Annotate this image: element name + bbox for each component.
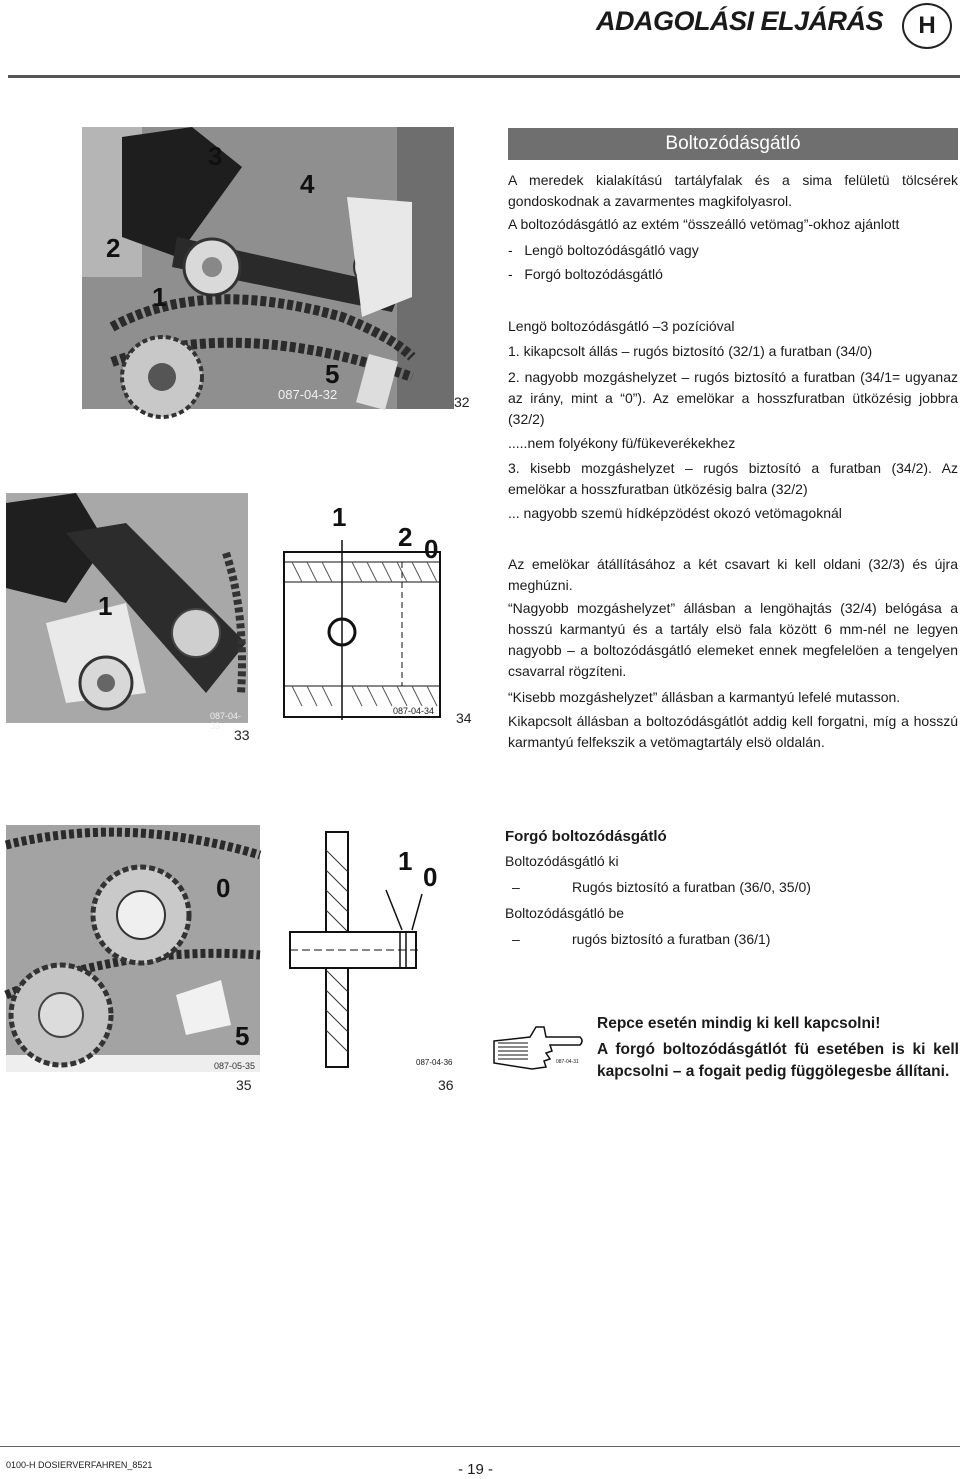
notice-tag: 087-04-31 — [556, 1059, 579, 1065]
callout-34-2: 2 — [398, 522, 413, 552]
enabled-label: Boltozódásgátló be — [505, 905, 625, 921]
callout-32-4: 4 — [300, 169, 315, 199]
position-item-3: 3. kisebb mozgáshelyzet – rugós biztosító a furatban (34/2). Az emelökar a hosszfuratban ütközésig balra (32/2) — [508, 460, 958, 497]
option-forgo: - Forgó boltozódásgátló — [508, 266, 663, 282]
callout-32-1: 1 — [152, 282, 167, 312]
figure-36-drawing — [290, 830, 490, 1070]
figure-36-tag: 087-04-36 — [416, 1058, 453, 1067]
figure-36-number: 36 — [438, 1077, 454, 1093]
intro-paragraph-1: A meredek kialakítású tartályfalak és a sima felületü tölcsérek gondoskodnak a zavarmentes magkifolyasrol. — [508, 172, 958, 209]
callout-35-0: 0 — [216, 873, 231, 903]
figure-36-diagram — [290, 830, 490, 1070]
language-badge: H — [902, 3, 952, 49]
callout-32-2: 2 — [106, 233, 121, 263]
callout-32-3: 3 — [208, 141, 223, 171]
figure-33-photo — [6, 493, 248, 731]
footer-rule — [0, 1446, 960, 1447]
callout-35-5: 5 — [235, 1021, 250, 1051]
enabled-dash: – — [512, 931, 520, 947]
callout-36-1: 1 — [398, 846, 413, 876]
paragraph-larger-position: “Nagyobb mozgáshelyzet” állásban a lengöhajtás (32/4) belógása a hosszú karmantyú és a tartály elsö fala között 6 mm-nél ne legyen nagyobb – a boltozódásgátló elemeket ennek megfelelöen a tengelyen csavarral rögzíteni. — [508, 600, 958, 679]
footer-document-id: 0100-H DOSIERVERFAHREN_8521 — [6, 1460, 153, 1470]
figure-34-tag: 087-04-34 — [393, 706, 435, 716]
notice-line-1: Repce esetén mindig ki kell kapcsolni! — [597, 1015, 881, 1032]
position-item-2-note: .....nem folyékony fü/fükeverékekhez — [508, 435, 736, 451]
callout-33-1: 1 — [98, 591, 113, 621]
position-item-2: 2. nagyobb mozgáshelyzet – rugós biztosító a furatban (34/1= ugyanaz az irány, mint a “0”). Az emelökar a hosszfuratban ütközésig jobbra (32/2) — [508, 369, 958, 427]
position-item-1: 1. kikapcsolt állás – rugós biztosító (32/1) a furatban (34/0) — [508, 343, 873, 359]
section-heading-forgo: Forgó boltozódásgátló — [505, 828, 667, 845]
disabled-dash: – — [512, 879, 520, 895]
disabled-label: Boltozódásgátló ki — [505, 853, 619, 869]
paragraph-smaller-position: “Kisebb mozgáshelyzet” állásban a karmantyú lefelé mutasson. — [508, 689, 901, 705]
figure-35-photo — [6, 825, 260, 1072]
figure-32-tag: 087-04-32 — [278, 387, 338, 402]
page-title: ADAGOLÁSI ELJÁRÁS — [596, 6, 884, 36]
figure-35-illustration — [6, 825, 260, 1072]
figure-34-number: 34 — [456, 710, 472, 726]
position-item-3-note: ... nagyobb szemü hídképzödést okozó vetömagoknál — [508, 505, 842, 521]
enabled-item: rugós biztosító a furatban (36/1) — [572, 931, 771, 947]
figure-32-number: 32 — [454, 394, 470, 410]
positions-title: Lengö boltozódásgátló –3 pozícióval — [508, 318, 735, 334]
figure-34-diagram — [262, 500, 452, 722]
callout-34-1: 1 — [332, 502, 347, 532]
section-heading-boltozodasgatlo: Boltozódásgátló — [508, 128, 958, 160]
figure-35-number: 35 — [236, 1077, 252, 1093]
callout-36-0: 0 — [423, 862, 438, 892]
figure-33-number: 33 — [234, 727, 250, 743]
callout-34-0: 0 — [424, 534, 439, 564]
callout-32-5: 5 — [325, 359, 340, 389]
figure-35-tag: 087-05-35 — [214, 1061, 256, 1071]
paragraph-off-position: Kikapcsolt állásban a boltozódásgátlót addig kell forgatni, míg a hosszú karmantyú felfekszik a vetömagtartály elsö oldalán. — [508, 713, 958, 750]
notice-line-2: A forgó boltozódásgátlót fü esetében is ki kell kapcsolni – a fogait pedig függölegesbe állítani. — [597, 1041, 959, 1080]
disabled-item: Rugós biztosító a furatban (36/0, 35/0) — [572, 879, 811, 895]
paragraph-lever-adjust: Az emelökar átállításához a két csavart ki kell oldani (32/3) és újra meghúzni. — [508, 556, 958, 593]
intro-paragraph-2: A boltozódásgátló az extém “összeálló vetömag”-okhoz ajánlott — [508, 216, 900, 232]
figure-33-illustration — [6, 493, 248, 723]
pointing-hand-icon — [490, 1013, 586, 1077]
figure-33-tag: 087-04-33 — [210, 711, 242, 731]
footer-page-number: - 19 - — [458, 1461, 494, 1478]
option-lengo: - Lengö boltozódásgátló vagy — [508, 242, 699, 258]
figure-32-illustration — [82, 127, 454, 409]
figure-32-photo — [82, 127, 454, 409]
header-rule — [8, 75, 960, 78]
